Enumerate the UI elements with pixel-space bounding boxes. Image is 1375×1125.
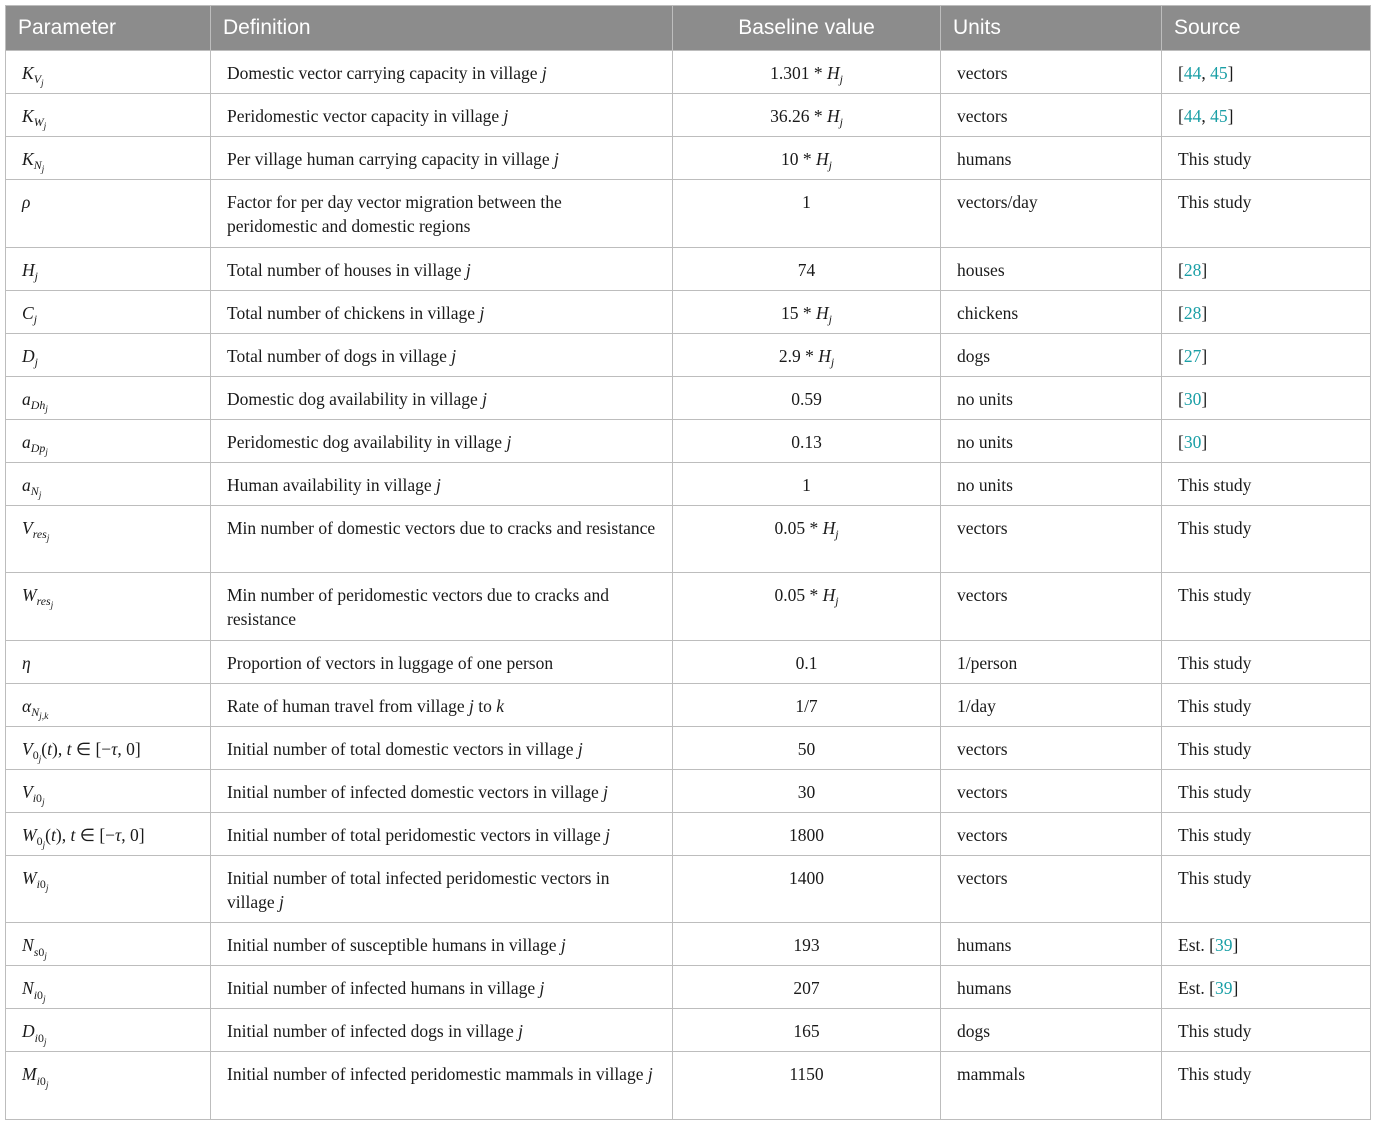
param-source: [44, 45] (1162, 51, 1371, 94)
param-value: 207 (673, 966, 941, 1009)
param-definition: Domestic dog availability in village j (211, 376, 673, 419)
citation-link[interactable]: 28 (1183, 302, 1202, 323)
table-row (6, 290, 1371, 333)
param-units: humans (941, 137, 1162, 180)
table-row (6, 769, 1371, 812)
table-row (6, 683, 1371, 726)
table-row (6, 966, 1371, 1009)
param-symbol: $V_{i0_j}$ (6, 769, 211, 812)
param-source: This study (1162, 573, 1371, 641)
param-value: $2.9 * H_j$ (673, 333, 941, 376)
param-source: [28] (1162, 247, 1371, 290)
param-source: Est. [39] (1162, 923, 1371, 966)
param-source: [28] (1162, 290, 1371, 333)
citation-link[interactable]: 39 (1214, 978, 1233, 999)
param-units: vectors/day (941, 180, 1162, 248)
param-value: $0.05 * H_j$ (673, 505, 941, 573)
param-source: [44, 45] (1162, 94, 1371, 137)
param-definition: Human availability in village j (211, 462, 673, 505)
param-units: houses (941, 247, 1162, 290)
header-source: Source (1162, 6, 1371, 51)
param-units: dogs (941, 1009, 1162, 1052)
param-source: [30] (1162, 376, 1371, 419)
param-units: 1/person (941, 640, 1162, 683)
param-source: This study (1162, 1009, 1371, 1052)
param-definition: Proportion of vectors in luggage of one person (211, 640, 673, 683)
param-source: This study (1162, 137, 1371, 180)
param-units: humans (941, 966, 1162, 1009)
table-row (6, 812, 1371, 855)
param-value: $0.05 * H_j$ (673, 573, 941, 641)
param-units: vectors (941, 855, 1162, 923)
param-source: This study (1162, 180, 1371, 248)
table-row (6, 137, 1371, 180)
param-source: This study (1162, 855, 1371, 923)
param-symbol: η (6, 640, 211, 683)
citation-link[interactable]: 44 (1183, 63, 1202, 83)
header-baseline-value: Baseline value (673, 6, 941, 51)
param-units: humans (941, 923, 1162, 966)
header-parameter: Parameter (6, 6, 211, 51)
param-units: vectors (941, 769, 1162, 812)
param-source: This study (1162, 505, 1371, 573)
param-definition: Domestic vector carrying capacity in village j (211, 51, 673, 94)
table-row (6, 333, 1371, 376)
param-source: This study (1162, 683, 1371, 726)
param-value: 0.1 (673, 640, 941, 683)
param-symbol: $H_j$ (6, 247, 211, 290)
param-symbol: $W_{i0_j}$ (6, 855, 211, 923)
param-symbol: $D_{i0_j}$ (6, 1009, 211, 1052)
param-symbol: $a_{Dh_j}$ (6, 376, 211, 419)
param-value: 50 (673, 726, 941, 769)
param-value: 1800 (673, 812, 941, 855)
param-definition: Initial number of susceptible humans in village j (211, 923, 673, 966)
param-definition: Peridomestic dog availability in village j (211, 419, 673, 462)
param-value: $1.301 * H_j$ (673, 51, 941, 94)
param-value: 0.59 (673, 376, 941, 419)
param-symbol: $a_{N_j}$ (6, 462, 211, 505)
param-definition: Initial number of total infected peridomestic vectors in village j (211, 855, 673, 923)
param-symbol: $D_j$ (6, 333, 211, 376)
param-definition: Min number of peridomestic vectors due to cracks and resistance (211, 573, 673, 641)
param-value: 1150 (673, 1052, 941, 1120)
table-row (6, 923, 1371, 966)
param-value: 1400 (673, 855, 941, 923)
header-units: Units (941, 6, 1162, 51)
table-row (6, 376, 1371, 419)
citation-link[interactable]: 39 (1214, 935, 1233, 956)
param-definition: Min number of domestic vectors due to cracks and resistance (211, 505, 673, 573)
table-row (6, 1052, 1371, 1120)
param-source: This study (1162, 812, 1371, 855)
param-units: vectors (941, 726, 1162, 769)
param-value: 0.13 (673, 419, 941, 462)
param-source: [27] (1162, 333, 1371, 376)
param-source: This study (1162, 640, 1371, 683)
param-symbol: $W_{0_j}(t)$, t ∈ [−τ, 0] (6, 812, 211, 855)
table-row (6, 573, 1371, 641)
param-definition: Total number of houses in village j (211, 247, 673, 290)
param-definition: Initial number of infected dogs in village j (211, 1009, 673, 1052)
param-units: no units (941, 376, 1162, 419)
param-definition: Factor for per day vector migration between the peridomestic and domestic regions (211, 180, 673, 248)
citation-link[interactable]: 45 (1210, 63, 1228, 83)
table-row (6, 94, 1371, 137)
table-row (6, 51, 1371, 94)
param-value: 193 (673, 923, 941, 966)
citation-link[interactable]: 45 (1210, 106, 1228, 127)
param-units: dogs (941, 333, 1162, 376)
param-definition: Initial number of total peridomestic vectors in village j (211, 812, 673, 855)
param-symbol: $K_{N_j}$ (6, 137, 211, 180)
parameter-table (5, 5, 1371, 1120)
table-header-row (6, 6, 1371, 51)
table-row (6, 855, 1371, 923)
param-value: 1/7 (673, 683, 941, 726)
param-units: vectors (941, 812, 1162, 855)
param-definition: Initial number of total domestic vectors in village j (211, 726, 673, 769)
param-symbol: $N_{s0_j}$ (6, 923, 211, 966)
table-row (6, 180, 1371, 248)
param-value: 1 (673, 462, 941, 505)
param-definition: Total number of dogs in village j (211, 333, 673, 376)
citation-link[interactable]: 27 (1183, 345, 1202, 366)
param-symbol: $N_{i0_j}$ (6, 966, 211, 1009)
param-definition: Peridomestic vector capacity in village j (211, 94, 673, 137)
param-units: no units (941, 462, 1162, 505)
param-symbol: $C_j$ (6, 290, 211, 333)
param-source: This study (1162, 769, 1371, 812)
param-symbol: ρ (6, 180, 211, 248)
param-symbol: $M_{i0_j}$ (6, 1052, 211, 1120)
param-units: vectors (941, 51, 1162, 94)
param-definition: Initial number of infected humans in village j (211, 966, 673, 1009)
citation-link[interactable]: 30 (1183, 388, 1202, 409)
param-symbol: $\alpha_{N_{j,k}}$ (6, 683, 211, 726)
param-symbol: $W_{res_j}$ (6, 573, 211, 641)
param-symbol: $a_{Dp_j}$ (6, 419, 211, 462)
table-row (6, 505, 1371, 573)
param-symbol: $V_{0_j}(t)$, t ∈ [−τ, 0] (6, 726, 211, 769)
param-source: This study (1162, 462, 1371, 505)
param-value: 74 (673, 247, 941, 290)
table-row (6, 247, 1371, 290)
param-value: $10 * H_j$ (673, 137, 941, 180)
citation-link[interactable]: 30 (1183, 431, 1202, 452)
param-symbol: $K_{W_j}$ (6, 94, 211, 137)
param-units: 1/day (941, 683, 1162, 726)
param-symbol: $V_{res_j}$ (6, 505, 211, 573)
param-value: 165 (673, 1009, 941, 1052)
param-source: Est. [39] (1162, 966, 1371, 1009)
param-units: vectors (941, 505, 1162, 573)
param-units: chickens (941, 290, 1162, 333)
table-row (6, 640, 1371, 683)
param-value: 30 (673, 769, 941, 812)
table-row (6, 1009, 1371, 1052)
header-definition: Definition (211, 6, 673, 51)
param-units: vectors (941, 94, 1162, 137)
citation-link[interactable]: 44 (1183, 106, 1202, 127)
param-units: no units (941, 419, 1162, 462)
table-row (6, 462, 1371, 505)
param-definition: Per village human carrying capacity in village j (211, 137, 673, 180)
param-definition: Initial number of infected domestic vectors in village j (211, 769, 673, 812)
param-value: $15 * H_j$ (673, 290, 941, 333)
param-source: [30] (1162, 419, 1371, 462)
param-definition: Rate of human travel from village j to k (211, 683, 673, 726)
table-row (6, 419, 1371, 462)
table-row (6, 726, 1371, 769)
citation-link[interactable]: 28 (1183, 259, 1202, 280)
param-source: This study (1162, 726, 1371, 769)
param-value: 1 (673, 180, 941, 248)
param-definition: Total number of chickens in village j (211, 290, 673, 333)
param-source: This study (1162, 1052, 1371, 1120)
param-symbol: $K_{V_j}$ (6, 51, 211, 94)
param-definition: Initial number of infected peridomestic mammals in village j (211, 1052, 673, 1120)
param-units: vectors (941, 573, 1162, 641)
param-value: $36.26 * H_j$ (673, 94, 941, 137)
param-units: mammals (941, 1052, 1162, 1120)
